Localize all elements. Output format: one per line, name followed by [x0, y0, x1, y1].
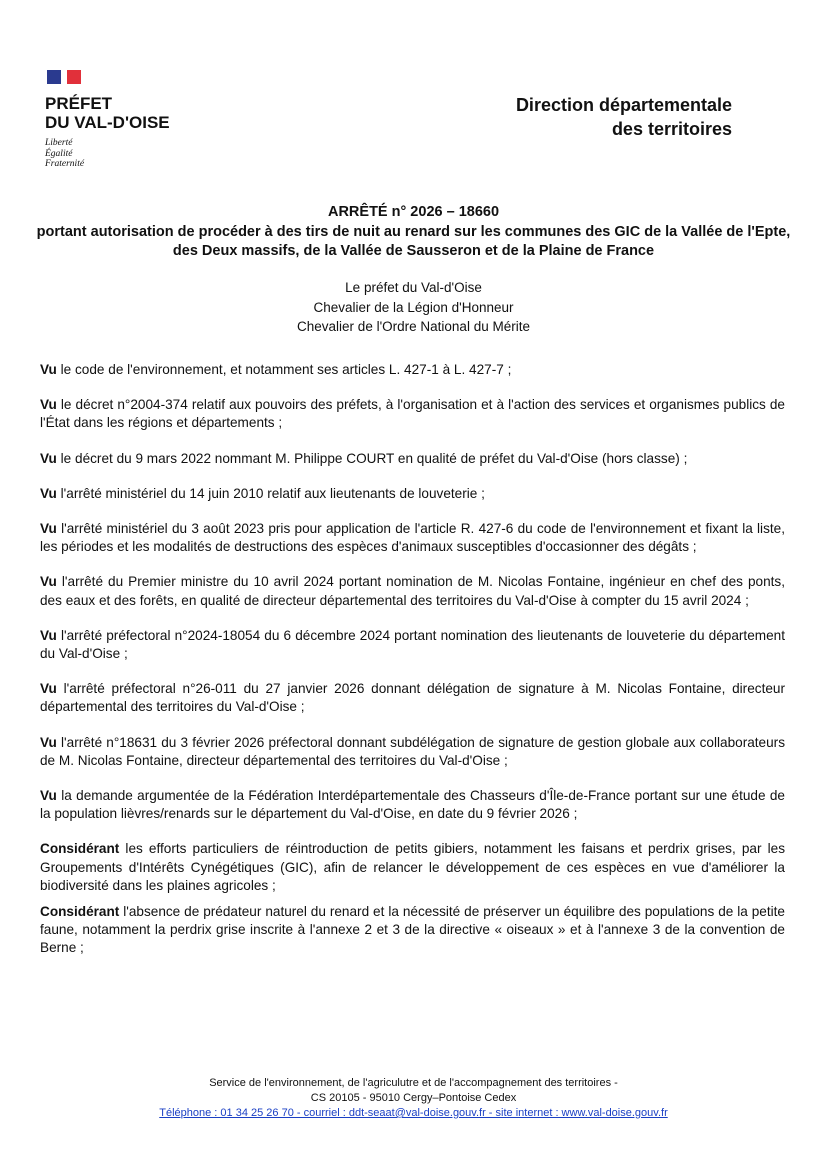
paragraph-lead: Vu	[40, 521, 57, 537]
paragraph-text: le décret du 9 mars 2022 nommant M. Philippe COURT en qualité de préfet du Val-d'Oise (hors classe) ;	[56, 450, 688, 466]
footer: Service de l'environnement, de l'agriculutre et de l'accompagnement des territoires - CS 20105 - 95010 Cergy–Pontoise Cedex Téléphone : 01 34 25 26 70 - courriel : ddt-seaat@val-doise.gouv.fr - site internet : www.val-doise.gouv.fr	[159, 1077, 668, 1119]
decree-body	[40, 361, 785, 966]
paragraph-text: les efforts particuliers de réintroduction de petits gibiers, notamment les faisans et perdrix grises, par les Groupements d'Intérêts Cynégétiques (GIC), afin de relancer le développement de ces espèces en vue d'améliorer la biodiversité dans les plaines agricoles ;	[40, 841, 785, 893]
considerant-paragraph	[40, 840, 785, 895]
paragraph-text: l'absence de prédateur naturel du renard et la nécessité de préserver un équilibre des populations de la petite faune, notamment la perdrix grise inscrite à l'annexe 2 et 3 de la directive « oiseaux » et à l'annexe 3 de la convention de Berne ;	[40, 904, 785, 956]
paragraph-text: l'arrêté n°18631 du 3 février 2026 préfectoral donnant subdélégation de signature de gestion globale aux collaborateurs de M. Nicolas Fontaine, directeur départemental des territoires du Val-d'Oise ;	[40, 734, 785, 768]
direction-name: Direction départementale des territoires	[515, 95, 732, 139]
visa-paragraph	[40, 361, 785, 379]
paragraph-lead: Vu	[40, 574, 57, 590]
prefet-block: Le préfet du Val-d'Oise Chevalier de la Légion d'Honneur Chevalier de l'Ordre National du Mérite	[297, 280, 530, 334]
decree-subject: portant autorisation de procéder à des tirs de nuit au renard sur les communes des GIC de la Vallée de l'Epte, des Deux massifs, de la Vallée de Sausseron et de la Plaine de France	[36, 223, 791, 259]
paragraph-text: l'arrêté ministériel du 14 juin 2010 relatif aux lieutenants de louveterie ;	[56, 485, 485, 501]
paragraph-text: l'arrêté du Premier ministre du 10 avril 2024 portant nomination de M. Nicolas Fontaine, ingénieur en chef des ponts, des eaux et des forêts, en qualité de directeur départemental des territoires du Val-d'Oise à compter du 15 avril 2024 ;	[40, 574, 785, 608]
contact-link[interactable]: Téléphone : 01 34 25 26 70 - courriel : ddt-seaat@val-doise.gouv.fr - site internet : www.val-doise.gouv.fr	[159, 1107, 668, 1119]
visa-paragraph	[40, 396, 785, 432]
paragraph-text: l'arrêté ministériel du 3 août 2023 pris pour application de l'article R. 427-6 du code de l'environnement et fixant la liste, les périodes et les modalités de destructions des espèces d'animaux susceptibles d'occasionner des dégâts ;	[40, 521, 785, 555]
visa-paragraph	[40, 787, 785, 823]
marianne-flag-icon	[47, 70, 170, 84]
paragraph-text: la demande argumentée de la Fédération Interdépartementale des Chasseurs d'Île-de-France portant sur une étude de la population lièvres/renards sur le département du Val-d'Oise, en date du 9 février 2026 ;	[40, 788, 785, 822]
paragraph-lead: Vu	[40, 681, 57, 697]
visa-paragraph	[40, 520, 785, 556]
considerant-paragraph	[40, 903, 785, 958]
visa-paragraph	[40, 680, 785, 716]
prefecture-logo	[45, 70, 170, 170]
decree-number: ARRÊTÉ n° 2026 – 18660	[327, 204, 500, 220]
paragraph-lead: Vu	[40, 734, 57, 750]
visa-paragraph	[40, 485, 785, 503]
visa-paragraph	[40, 734, 785, 770]
paragraph-lead: Vu	[40, 450, 57, 466]
visa-paragraph	[40, 573, 785, 609]
paragraph-text: l'arrêté préfectoral n°26-011 du 27 janvier 2026 donnant délégation de signature à M. Nicolas Fontaine, directeur départemental des territoires du Val-d'Oise ;	[40, 681, 785, 715]
paragraph-lead: Vu	[40, 362, 57, 377]
paragraph-lead: Vu	[40, 485, 57, 501]
paragraph-text: l'arrêté préfectoral n°2024-18054 du 6 décembre 2024 portant nomination des lieutenants de louveterie du département du Val-d'Oise ;	[40, 627, 785, 662]
paragraph-lead: Vu	[40, 627, 57, 643]
paragraph-lead: Considérant	[40, 904, 120, 920]
visa-paragraph	[40, 627, 785, 663]
paragraph-lead: Vu	[40, 397, 57, 413]
republic-motto: Liberté Égalité Fraternité	[45, 138, 85, 169]
paragraph-text: le décret n°2004-374 relatif aux pouvoirs des préfets, à l'organisation et à l'action des services et organismes publics de l'État dans les régions et départements ;	[40, 397, 785, 431]
decree-title	[30, 203, 797, 262]
paragraph-text: le code de l'environnement, et notamment ses articles L. 427-1 à L. 427-7 ;	[56, 362, 512, 377]
paragraph-lead: Vu	[40, 788, 57, 804]
prefecture-name: PRÉFET DU VAL-D'OISE	[45, 94, 170, 132]
paragraph-lead: Considérant	[40, 841, 120, 857]
visa-paragraph	[40, 450, 785, 468]
